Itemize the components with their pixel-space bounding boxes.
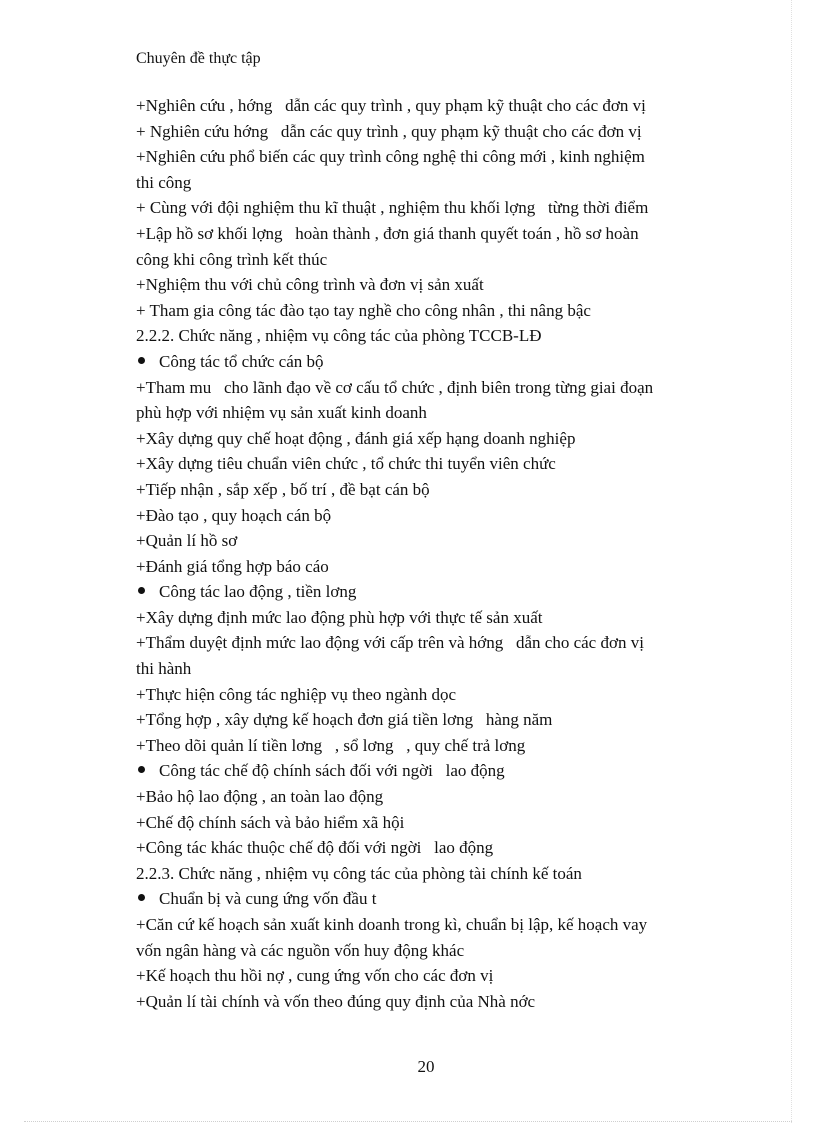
page-edge-guide xyxy=(791,0,792,1123)
text-line: + Cùng với đội nghiệm thu kĩ thuật , nghiệm thu khối lợng từng thời điểm xyxy=(136,198,649,218)
text-line: vốn ngân hàng và các nguồn vốn huy động khác xyxy=(136,940,465,960)
bullet-icon xyxy=(138,894,145,901)
text-line: +Thực hiện công tác nghiệp vụ theo ngành dọc xyxy=(136,684,456,704)
text-line: +Xây dựng quy chế hoạt động , đánh giá xếp hạng doanh nghiệp xyxy=(136,428,576,448)
bullet-icon xyxy=(138,357,145,364)
text-line: +Bảo hộ lao động , an toàn lao động xyxy=(136,787,384,807)
bullet-item xyxy=(136,886,718,912)
bullet-item xyxy=(136,758,718,784)
text-line: + Tham gia công tác đào tạo tay nghề cho công nhân , thi nâng bậc xyxy=(136,300,591,320)
page-number: 20 xyxy=(417,1057,435,1076)
text-line: +Công tác khác thuộc chế độ đối với ngời lao động xyxy=(136,838,494,858)
document-body xyxy=(136,93,718,1014)
text-line: 2.2.2. Chức năng , nhiệm vụ công tác của phòng TCCB-LĐ xyxy=(136,326,542,346)
text-line: thi hành xyxy=(136,659,192,679)
text-line: +Kế hoạch thu hồi nợ , cung ứng vốn cho các đơn vị xyxy=(136,966,494,986)
bullet-text: Công tác lao động , tiền lơng xyxy=(159,582,357,602)
text-line: +Tham mu cho lãnh đạo về cơ cấu tổ chức , định biên trong từng giai đoạn xyxy=(136,377,654,397)
bullet-text: Công tác chế độ chính sách đối với ngời lao động xyxy=(159,761,505,781)
text-line: +Căn cứ kế hoạch sản xuất kinh doanh trong kì, chuẩn bị lập, kế hoạch vay xyxy=(136,915,648,934)
text-line: +Xây dựng tiêu chuẩn viên chức , tổ chức thi tuyển viên chức xyxy=(136,454,556,474)
text-line: +Nghiên cứu , hớng dẫn các quy trình , quy phạm kỹ thuật cho các đơn vị xyxy=(136,96,646,115)
bullet-item xyxy=(136,579,718,605)
text-line: +Đào tạo , quy hoạch cán bộ xyxy=(136,505,332,525)
text-line: +Tiếp nhận , sắp xếp , bố trí , đề bạt cán bộ xyxy=(136,479,430,499)
footer-divider xyxy=(24,1121,792,1122)
text-line: 2.2.3. Chức năng , nhiệm vụ công tác của phòng tài chính kế toán xyxy=(136,863,582,883)
text-line: +Theo dõi quản lí tiền lơng , sổ lơng , quy chế trả lơng xyxy=(136,735,526,755)
text-line: +Đánh giá tổng hợp báo cáo xyxy=(136,556,329,576)
bullet-icon xyxy=(138,587,145,594)
bullet-text: Chuẩn bị và cung ứng vốn đầu t xyxy=(159,889,377,909)
text-line: +Nghiệm thu với chủ công trình và đơn vị sản xuất xyxy=(136,275,484,295)
bullet-item xyxy=(136,349,718,375)
text-line: phù hợp với nhiệm vụ sản xuất kinh doanh xyxy=(136,403,427,423)
text-line: công khi công trình kết thúc xyxy=(136,249,328,269)
bullet-text: Công tác tổ chức cán bộ xyxy=(159,351,324,371)
text-line: +Chế độ chính sách và bảo hiểm xã hội xyxy=(136,812,405,832)
text-line: +Nghiên cứu phổ biến các quy trình công nghệ thi công mới , kinh nghiệm xyxy=(136,147,645,167)
text-line: +Quản lí hồ sơ xyxy=(136,531,238,551)
text-line: +Tổng hợp , xây dựng kế hoạch đơn giá tiền lơng hàng năm xyxy=(136,710,553,730)
text-line: +Thẩm duyệt định mức lao động với cấp trên và hớng dẫn cho các đơn vị xyxy=(136,633,644,653)
bullet-icon xyxy=(138,766,145,773)
document-header: Chuyên đề thực tập xyxy=(136,50,261,67)
text-line: +Lập hồ sơ khối lợng hoàn thành , đơn giá thanh quyết toán , hồ sơ hoàn xyxy=(136,223,639,243)
text-line: + Nghiên cứu hớng dẫn các quy trình , quy phạm kỹ thuật cho các đơn vị xyxy=(136,121,642,141)
text-line: +Quản lí tài chính và vốn theo đúng quy định của Nhà nớc xyxy=(136,991,536,1011)
text-line: thi công xyxy=(136,172,192,192)
text-line: +Xây dựng định mức lao động phù hợp với thực tế sản xuất xyxy=(136,607,543,627)
